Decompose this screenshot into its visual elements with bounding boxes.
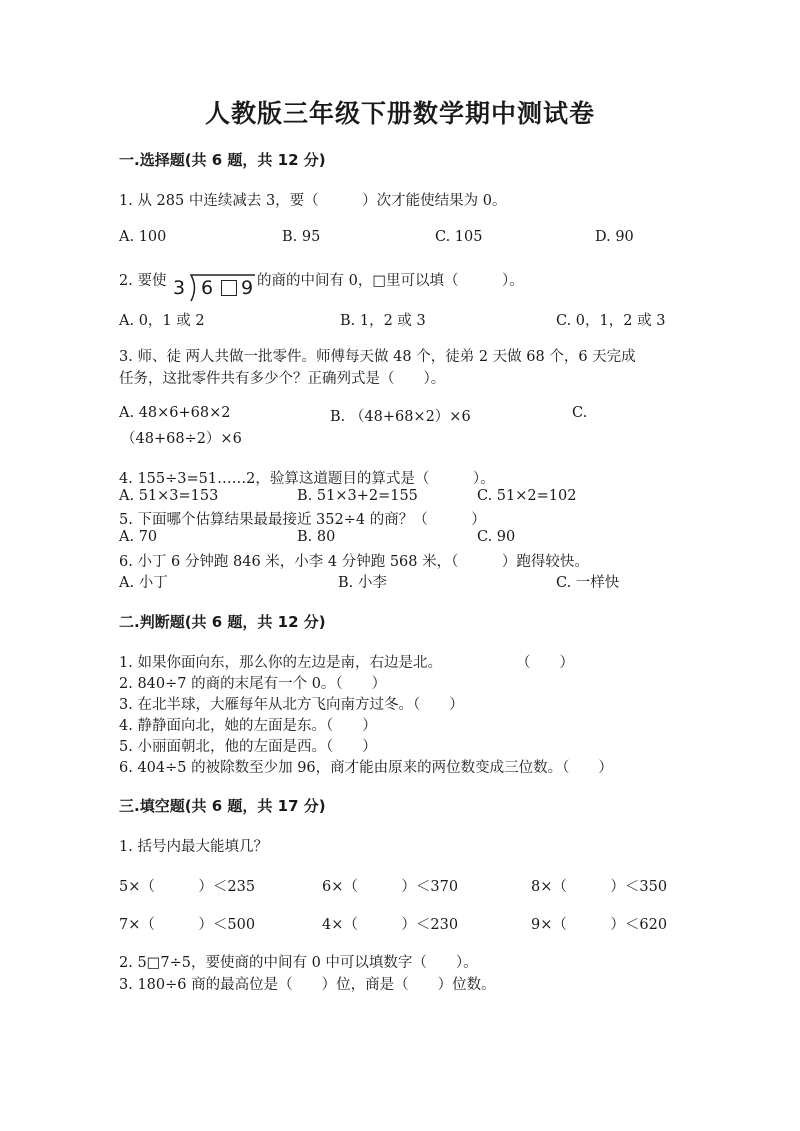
section-heading-judgement: 二.判断题(共 6 题，共 12 分) — [119, 613, 326, 631]
question-4-text: 4. 155÷3=51……2，验算这道题目的算式是（ ）。 — [119, 471, 495, 487]
q1-option-a: A. 100 — [119, 229, 167, 245]
question-6-text: 6. 小丁 6 分钟跑 846 米，小李 4 分钟跑 568 米，（ ）跑得较快。 — [119, 554, 589, 570]
fill-question-3: 3. 180÷6 商的最高位是（ ）位，商是（ ）位数。 — [119, 977, 496, 993]
fill-expr-4: 7×（ ）＜500 — [119, 917, 256, 933]
fill-expr-1: 5×（ ）＜235 — [119, 879, 256, 895]
q3-option-a: A. 48×6+68×2 — [119, 405, 231, 421]
question-2-prefix: 2. 要使 — [119, 273, 167, 289]
q4-option-c: C. 51×2=102 — [477, 488, 577, 504]
q3-option-b: B. （48+68×2）×6 — [330, 409, 471, 425]
q1-option-d: D. 90 — [595, 229, 634, 245]
q4-option-b: B. 51×3+2=155 — [297, 488, 418, 504]
q2-option-c: C. 0，1，2 或 3 — [556, 313, 666, 329]
judgement-item-6: 6. 404÷5 的被除数至少加 96，商才能由原来的两位数变成三位数。（ ） — [119, 760, 613, 776]
q4-option-a: A. 51×3=153 — [119, 488, 219, 504]
q2-option-a: A. 0，1 或 2 — [119, 313, 205, 329]
q1-option-c: C. 105 — [435, 229, 483, 245]
q5-option-a: A. 70 — [119, 529, 158, 545]
page-title: 人教版三年级下册数学期中测试卷 — [204, 99, 595, 128]
section-heading-fill: 三.填空题(共 6 题，共 17 分) — [119, 797, 326, 815]
judgement-item-4: 4. 静静面向北，她的左面是东。（ ） — [119, 718, 377, 734]
judgement-item-2: 2. 840÷7 的商的末尾有一个 0。（ ） — [119, 676, 387, 692]
dividend-first-digit: 6 — [201, 277, 214, 299]
q6-option-b: B. 小李 — [338, 575, 387, 591]
q3-option-c-label: C. — [572, 405, 588, 421]
q1-option-b: B. 95 — [282, 229, 321, 245]
fill-expr-6: 9×（ ）＜620 — [531, 917, 668, 933]
q2-option-b: B. 1，2 或 3 — [340, 313, 426, 329]
blank-box — [221, 280, 237, 296]
question-5-text: 5. 下面哪个估算结果最最接近 352÷4 的商？（ ） — [119, 512, 486, 528]
q5-option-b: B. 80 — [297, 529, 336, 545]
question-2-suffix: 的商的中间有 0，□里可以填（ ）。 — [257, 273, 524, 289]
q5-option-c: C. 90 — [477, 529, 516, 545]
q6-option-a: A. 小丁 — [119, 575, 168, 591]
judgement-item-5: 5. 小丽面朝北，他的左面是西。（ ） — [119, 739, 377, 755]
judgement-item-3: 3. 在北半球，大雁每年从北方飞向南方过冬。（ ） — [119, 697, 464, 713]
fill-expr-3: 8×（ ）＜350 — [531, 879, 668, 895]
question-1-text: 1. 从 285 中连续减去 3，要（ ）次才能使结果为 0。 — [119, 193, 507, 209]
q3-option-c-text: （48+68÷2）×6 — [121, 431, 242, 447]
fill-expr-2: 6×（ ）＜370 — [322, 879, 459, 895]
fill-expr-5: 4×（ ）＜230 — [322, 917, 459, 933]
fill-question-2: 2. 5□7÷5，要使商的中间有 0 中可以填数字（ ）。 — [119, 955, 478, 971]
judgement-item-1: 1. 如果你面向东，那么你的左边是南，右边是北。 — [119, 655, 442, 671]
q6-option-c: C. 一样快 — [556, 575, 620, 591]
section-heading-choice: 一.选择题(共 6 题，共 12 分) — [119, 151, 326, 169]
dividend-last-digit: 9 — [241, 277, 254, 299]
divisor: 3 — [173, 277, 186, 299]
judgement-item-1-paren: （ ） — [516, 655, 574, 671]
question-3-line2: 任务，这批零件共有多少个？正确列式是（ ）。 — [119, 371, 446, 387]
question-3-line1: 3. 师、徒 两人共做一批零件。师傅每天做 48 个，徒弟 2 天做 68 个，6 天完成 — [119, 349, 636, 365]
fill-question-1: 1. 括号内最大能填几？ — [119, 839, 268, 855]
long-division-figure — [171, 273, 255, 303]
